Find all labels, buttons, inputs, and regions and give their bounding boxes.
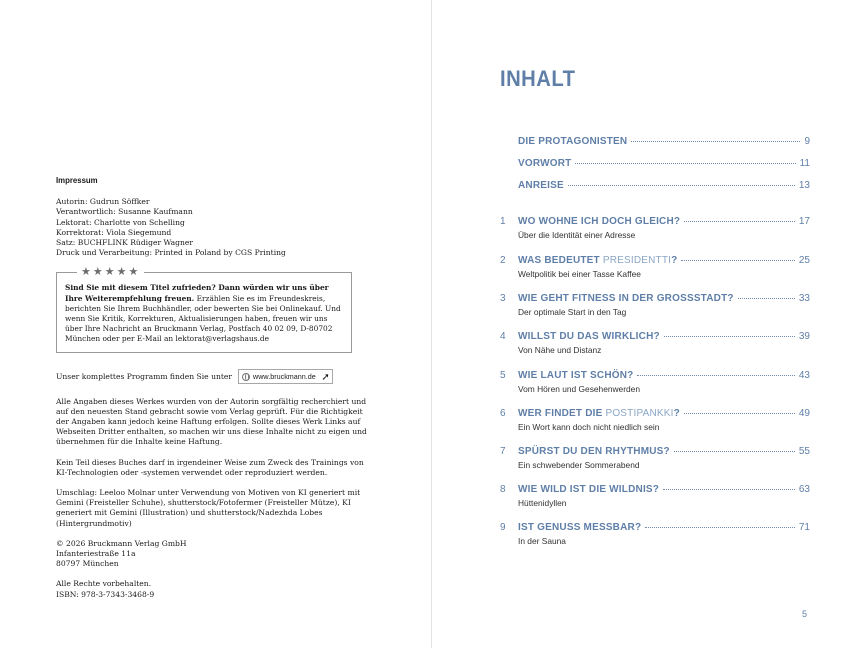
toc-line [518, 484, 810, 498]
toc-chapter-number: 9 [500, 522, 506, 533]
globe-icon [242, 373, 250, 381]
program-row [56, 367, 376, 387]
credit-line: Druck und Verarbeitung: Printed in Poland by CGS Printing [56, 248, 286, 258]
toc-page-number: 25 [798, 255, 810, 266]
toc-line [518, 331, 810, 345]
toc-title-part: VORWORT [518, 158, 572, 169]
review-box [56, 265, 352, 352]
toc-title-part: WER FINDET DIE [518, 408, 606, 419]
toc-entry-subtitle: Weltpolitik bei einer Tasse Kaffee [518, 269, 641, 279]
pointer-cursor-icon: ➚ [321, 372, 330, 384]
toc-title-part: SPÜRST DU DEN RHYTHMUS? [518, 446, 670, 457]
toc-line [518, 293, 810, 307]
toc-chapter-number: 4 [500, 331, 506, 342]
isbn: ISBN: 978-3-7343-3468-9 [56, 589, 155, 599]
toc-line [518, 522, 810, 536]
toc-leader-dots [663, 489, 795, 490]
toc-page-number: 33 [798, 293, 810, 304]
toc-title-part: ? [671, 255, 678, 266]
toc-line [518, 408, 810, 422]
impressum [56, 176, 376, 600]
program-url[interactable]: www.bruckmann.de [253, 371, 316, 381]
toc-title-part: IST GENUSS MESSBAR? [518, 522, 642, 533]
toc-entry-title [518, 255, 677, 266]
review-text: Erzählen Sie es im Freundeskreis, berichten Sie Ihrem Buchhändler, oder bewerten Sie bei Onlinekauf. Und wenn Sie Kritik, Korrekturen, Aktualisierungen haben, freuen wir uns über Ihre Nachricht an Bruckmann Verlag, Postfach 40 02 09, D-80702 München oder per E-Mail an lektorat@verlagshaus.de [65, 293, 341, 344]
toc-entry-title [518, 293, 734, 304]
toc-entry-subtitle: Ein schwebender Sommerabend [518, 460, 640, 470]
toc-entry-subtitle: Vom Hören und Gesehenwerden [518, 384, 640, 394]
toc-entry-title [518, 484, 659, 495]
toc-entry-title [518, 370, 633, 381]
impressum-heading: Impressum [56, 176, 98, 185]
toc-entry-title [518, 408, 680, 419]
toc-title-highlight: POSTIPANKKI [605, 408, 674, 419]
copyright-line: 80797 München [56, 559, 119, 569]
page-number: 5 [802, 609, 808, 619]
toc-line [518, 158, 810, 172]
toc-page-number: 39 [798, 331, 810, 342]
toc-leader-dots [664, 336, 795, 337]
toc-title-part: WIE LAUT IST SCHÖN? [518, 370, 634, 381]
toc-page-number: 17 [798, 216, 810, 227]
toc-leader-dots [674, 451, 795, 452]
toc-line [518, 180, 810, 194]
toc-title-part: WILLST DU DAS WIRKLICH? [518, 331, 660, 342]
toc-title-part: DIE PROTAGONISTEN [518, 136, 628, 147]
toc-page-number: 71 [798, 522, 810, 533]
toc-entry-subtitle: Ein Wort kann doch nicht niedlich sein [518, 422, 660, 432]
program-url-box[interactable] [238, 369, 333, 384]
toc-page-number: 55 [798, 446, 810, 457]
toc-entry-title [518, 446, 670, 457]
toc-page-number: 49 [798, 408, 810, 419]
toc-entry-title [518, 216, 680, 227]
toc-leader-dots [681, 260, 794, 261]
ai-notice: Kein Teil dieses Buches darf in irgendeiner Weise zum Zweck des Trainings von KI-Technologien oder -systemen verwendet oder reproduziert werden. [56, 457, 364, 477]
toc-entry-subtitle: In der Sauna [518, 536, 566, 546]
copyright-line: © 2026 Bruckmann Verlag GmbH [56, 538, 187, 548]
toc-leader-dots [631, 141, 800, 142]
rights-block [56, 579, 376, 599]
toc-page-number: 63 [798, 484, 810, 495]
toc-title-part: WAS BEDEUTET [518, 255, 603, 266]
toc-entry-title [518, 522, 641, 533]
toc-line [518, 216, 810, 230]
toc-title: INHALT [500, 66, 576, 91]
toc-entry-title [518, 136, 627, 147]
toc-page-number: 11 [799, 158, 810, 169]
star-rating-icon: ★★★★★ [77, 266, 144, 278]
toc-entry-subtitle: Der optimale Start in den Tag [518, 307, 627, 317]
toc-page-number: 43 [798, 370, 810, 381]
right-page [432, 0, 864, 648]
toc-chapter-number: 1 [500, 216, 506, 227]
credit-line: Satz: BUCHFLINK Rüdiger Wagner [56, 238, 194, 248]
toc-leader-dots [568, 185, 795, 186]
credits-block [56, 197, 376, 258]
toc-chapter-number: 5 [500, 370, 506, 381]
toc-title-part: WIE WILD IST DIE WILDNIS? [518, 484, 660, 495]
toc-title-part: ANREISE [518, 180, 564, 191]
toc-line [518, 136, 810, 150]
toc-line [518, 255, 810, 269]
toc-chapter-number: 7 [500, 446, 506, 457]
toc-chapter-number: 2 [500, 255, 506, 266]
toc-entry-title [518, 331, 660, 342]
toc-leader-dots [575, 163, 795, 164]
cover-credit: Umschlag: Leeloo Molnar unter Verwendung von Motiven von KI generiert mit Gemini (Freisteller Schuhe), shutterstock/Fotofermer (Freisteller Mütze), KI generiert mit Gemini (Illustration) und shutterstock/Nadezhda Lobes (Hintergrundmotiv) [56, 488, 361, 528]
toc-chapter-number: 3 [500, 293, 506, 304]
toc-leader-dots [645, 527, 795, 528]
copyright-line: Infanteriestraße 11a [56, 549, 136, 559]
toc-chapter-number: 6 [500, 408, 506, 419]
toc-leader-dots [684, 221, 795, 222]
disclaimer: Alle Angaben dieses Werkes wurden von der Autorin sorgfältig recherchiert und auf den neuesten Stand gebracht sowie vom Verlag geprüft. Für die Richtigkeit der Angaben kann jedoch keine Haftung erfolgen. Sollte dieses Werk Links auf Webseiten Dritter enthalten, so machen wir uns diese Inhalte nicht zu eigen und übernehmen für die Inhalte keine Haftung. [56, 396, 367, 447]
toc-title-part: ? [673, 408, 680, 419]
toc-entry-subtitle: Über die Identität einer Adresse [518, 230, 636, 240]
toc-title-highlight: PRESIDENTTI [602, 255, 672, 266]
credit-line: Autorin: Gudrun Söffker [56, 197, 150, 207]
rights-line: Alle Rechte vorbehalten. [56, 579, 152, 589]
program-text: Unser komplettes Programm finden Sie unter [56, 371, 233, 381]
toc-entry-subtitle: Hüttenidyllen [518, 498, 567, 508]
toc-entry-title [518, 158, 571, 169]
review-question: Sind Sie mit diesem Titel zufrieden? Dann würden wir uns über Ihre Weiterempfehlung freuen. [65, 283, 329, 303]
toc-page-number: 13 [798, 180, 810, 191]
credit-line: Verantwortlich: Susanne Kaufmann [56, 207, 193, 217]
toc-title-part: WIE GEHT FITNESS IN DER GROSSSTADT? [518, 293, 734, 304]
copyright-block [56, 539, 376, 570]
toc-leader-dots [738, 298, 795, 299]
toc-line [518, 446, 810, 460]
credit-line: Lektorat: Charlotte von Schelling [56, 217, 185, 227]
toc-entry-subtitle: Von Nähe und Distanz [518, 345, 602, 355]
toc-leader-dots [637, 375, 794, 376]
toc-chapter-number: 8 [500, 484, 506, 495]
toc-entry-title [518, 180, 564, 191]
toc-page-number: 9 [804, 136, 810, 147]
toc-line [518, 370, 810, 384]
toc-leader-dots [684, 413, 795, 414]
toc-title-part: WO WOHNE ICH DOCH GLEICH? [518, 216, 681, 227]
credit-line: Korrektorat: Viola Siegemund [56, 227, 172, 237]
